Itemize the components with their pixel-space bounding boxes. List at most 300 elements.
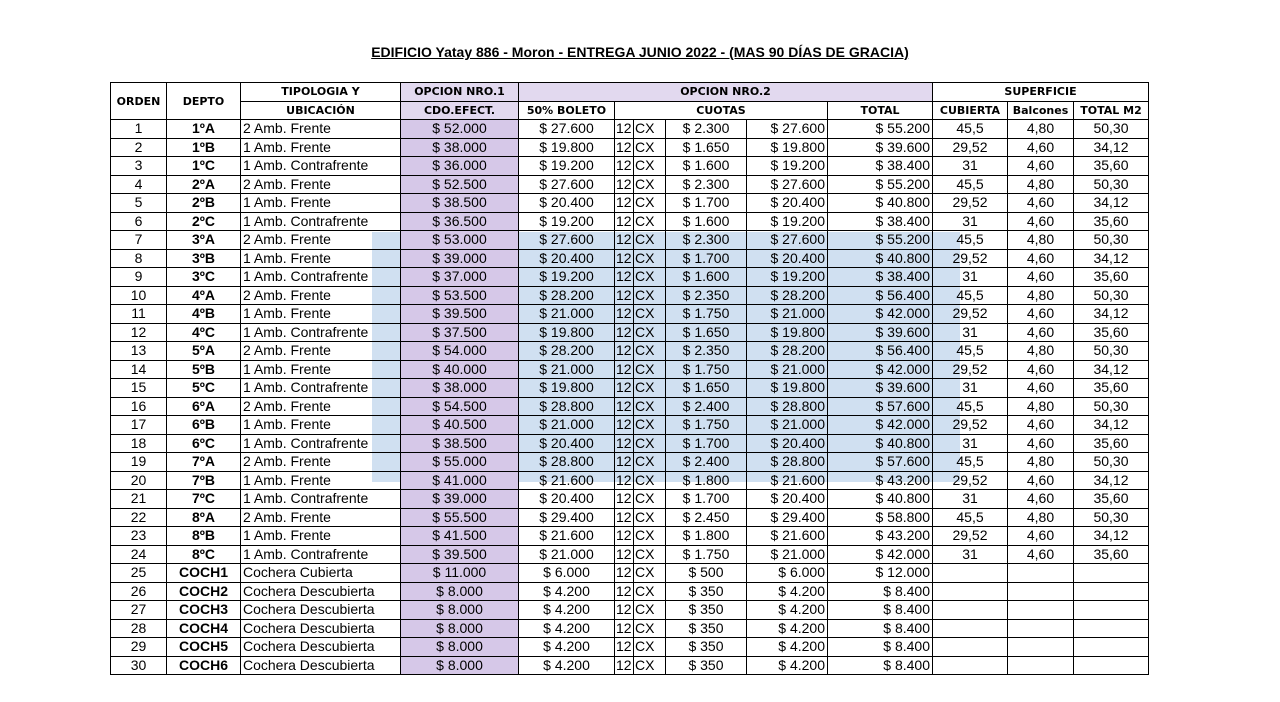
header-tipologia: TIPOLOGIA Y [241,83,401,102]
cell-cdo-efect: $ 41.500 [401,527,519,546]
cell-boleto: $ 29.400 [519,508,615,527]
cell-cuotas-total: $ 20.400 [747,249,828,268]
cell-total: $ 39.600 [828,379,933,398]
cell-total: $ 43.200 [828,471,933,490]
cell-cubierta: 31 [933,545,1008,564]
cell-cuota-value: $ 1.750 [666,305,747,324]
cell-tipologia: 1 Amb. Contrafrente [241,379,401,398]
cell-depto: COCH1 [167,564,241,583]
cell-total-m2: 34,12 [1074,471,1149,490]
cell-boleto: $ 4.200 [519,619,615,638]
cell-balcones: 4,80 [1008,231,1074,250]
header-total: TOTAL [828,101,933,120]
cell-boleto: $ 21.000 [519,360,615,379]
cell-cubierta: 29,52 [933,138,1008,157]
cell-total-m2 [1074,656,1149,675]
cell-cuotas-total: $ 27.600 [747,175,828,194]
cell-total: $ 56.400 [828,342,933,361]
cell-depto: 5ºA [167,342,241,361]
cell-cdo-efect: $ 41.000 [401,471,519,490]
cell-cdo-efect: $ 40.500 [401,416,519,435]
cell-cuotas-total: $ 4.200 [747,601,828,620]
cell-orden: 24 [111,545,167,564]
cell-cuotas-count: 12 [616,342,632,359]
table-row [111,138,1149,157]
cell-total: $ 40.800 [828,434,933,453]
cell-cubierta: 45,5 [933,175,1008,194]
cell-cuota-value: $ 1.600 [666,268,747,287]
cell-cuota-value: $ 1.750 [666,416,747,435]
cell-cuota-value: $ 350 [666,601,747,620]
table-row [111,268,1149,287]
cell-balcones: 4,60 [1008,434,1074,453]
cell-total-m2: 50,30 [1074,286,1149,305]
cell-cuotas-total: $ 19.200 [747,268,828,287]
cell-tipologia: 1 Amb. Frente [241,305,401,324]
cell-cubierta: 45,5 [933,453,1008,472]
cell-balcones: 4,60 [1008,360,1074,379]
cell-tipologia: 2 Amb. Frente [241,342,401,361]
cell-balcones: 4,80 [1008,342,1074,361]
cell-cuotas-unit: CX [634,545,666,564]
cell-cuotas-count: 12 [616,508,632,525]
cell-tipologia: Cochera Descubierta [241,601,401,620]
cell-cdo-efect: $ 8.000 [401,656,519,675]
cell-total-m2: 50,30 [1074,508,1149,527]
cell-total: $ 8.400 [828,638,933,657]
cell-cuota-value: $ 1.650 [666,379,747,398]
cell-cuotas-unit: CX [634,175,666,194]
cell-total: $ 57.600 [828,397,933,416]
cell-cuotas-total: $ 4.200 [747,656,828,675]
cell-boleto: $ 19.800 [519,379,615,398]
cell-cdo-efect: $ 36.000 [401,157,519,176]
cell-boleto: $ 19.200 [519,268,615,287]
cell-orden: 19 [111,453,167,472]
cell-cuotas-count: 12 [616,231,632,248]
cell-total-m2: 34,12 [1074,416,1149,435]
cell-depto: COCH6 [167,656,241,675]
cell-cuota-value: $ 1.750 [666,360,747,379]
header-row-2 [111,101,1149,120]
cell-balcones: 4,80 [1008,175,1074,194]
cell-orden: 6 [111,212,167,231]
cell-cdo-efect: $ 52.500 [401,175,519,194]
cell-depto: 8ºB [167,527,241,546]
cell-depto: 2ºA [167,175,241,194]
cell-cdo-efect: $ 52.000 [401,120,519,139]
cell-boleto: $ 6.000 [519,564,615,583]
cell-tipologia: 2 Amb. Frente [241,120,401,139]
cell-balcones [1008,638,1074,657]
cell-cdo-efect: $ 53.000 [401,231,519,250]
cell-cuotas-count: 12 [616,490,632,507]
cell-cuotas-count: 12 [616,601,632,618]
cell-cubierta [933,638,1008,657]
cell-boleto: $ 27.600 [519,120,615,139]
cell-total-m2: 35,60 [1074,212,1149,231]
cell-cuota-value: $ 2.350 [666,286,747,305]
cell-cubierta: 29,52 [933,249,1008,268]
cell-cubierta: 29,52 [933,471,1008,490]
cell-orden: 22 [111,508,167,527]
cell-cubierta: 31 [933,268,1008,287]
cell-total: $ 42.000 [828,360,933,379]
cell-cuotas-count: 12 [616,249,632,266]
cell-cdo-efect: $ 55.000 [401,453,519,472]
cell-cuotas-total: $ 19.800 [747,379,828,398]
cell-total-m2: 35,60 [1074,545,1149,564]
cell-cdo-efect: $ 37.000 [401,268,519,287]
cell-cuotas-total: $ 21.000 [747,416,828,435]
cell-total: $ 43.200 [828,527,933,546]
cell-cuotas-count: 12 [616,656,632,673]
cell-cuotas-count: 12 [616,416,632,433]
cell-orden: 16 [111,397,167,416]
cell-cubierta: 31 [933,434,1008,453]
cell-cdo-efect: $ 39.500 [401,545,519,564]
cell-total: $ 8.400 [828,601,933,620]
cell-cuota-value: $ 2.400 [666,397,747,416]
cell-tipologia: 1 Amb. Frente [241,471,401,490]
cell-cubierta: 45,5 [933,508,1008,527]
cell-boleto: $ 4.200 [519,582,615,601]
cell-tipologia: 1 Amb. Contrafrente [241,490,401,509]
cell-cuotas-unit: CX [634,490,666,509]
cell-cuotas-total: $ 19.200 [747,212,828,231]
header-boleto: 50% BOLETO [519,101,615,120]
cell-orden: 5 [111,194,167,213]
cell-cuotas-unit: CX [634,416,666,435]
cell-cuotas-count: 12 [616,305,632,322]
cell-total-m2: 35,60 [1074,323,1149,342]
cell-depto: COCH3 [167,601,241,620]
cell-cdo-efect: $ 39.000 [401,249,519,268]
cell-cdo-efect: $ 39.000 [401,490,519,509]
cell-balcones: 4,60 [1008,379,1074,398]
cell-cuota-value: $ 1.600 [666,157,747,176]
cell-cuotas-unit: CX [634,138,666,157]
cell-total: $ 38.400 [828,212,933,231]
cell-tipologia: Cochera Descubierta [241,582,401,601]
cell-cuotas-total: $ 4.200 [747,619,828,638]
cell-cuotas-count: 12 [616,434,632,451]
cell-cuotas-count: 12 [616,268,632,285]
cell-cuotas-unit: CX [634,527,666,546]
cell-boleto: $ 21.000 [519,416,615,435]
cell-balcones [1008,601,1074,620]
cell-cuotas-count: 12 [616,397,632,414]
cell-cuotas-unit: CX [634,453,666,472]
cell-cuotas-count: 12 [616,194,632,211]
cell-tipologia: 1 Amb. Contrafrente [241,434,401,453]
cell-cuotas-total: $ 27.600 [747,231,828,250]
cell-cuotas-total: $ 21.000 [747,360,828,379]
cell-cuotas-total: $ 4.200 [747,582,828,601]
cell-orden: 2 [111,138,167,157]
cell-balcones: 4,60 [1008,268,1074,287]
cell-cuotas-total: $ 19.800 [747,323,828,342]
cell-cuotas-total: $ 21.000 [747,305,828,324]
cell-cubierta: 29,52 [933,194,1008,213]
cell-cuotas-unit: CX [634,342,666,361]
cell-total: $ 40.800 [828,249,933,268]
cell-cuotas-unit: CX [634,305,666,324]
cell-orden: 18 [111,434,167,453]
cell-cuota-value: $ 1.800 [666,527,747,546]
cell-cuotas-total: $ 28.200 [747,286,828,305]
header-cdo-efect: CDO.EFECT. [401,101,519,120]
cell-orden: 26 [111,582,167,601]
cell-cuotas-unit: CX [634,360,666,379]
cell-tipologia: 1 Amb. Contrafrente [241,323,401,342]
cell-cuotas-count: 12 [616,286,632,303]
cell-balcones [1008,619,1074,638]
table-row [111,434,1149,453]
cell-cdo-efect: $ 40.000 [401,360,519,379]
cell-total-m2: 34,12 [1074,305,1149,324]
cell-cuota-value: $ 2.450 [666,508,747,527]
table-row [111,582,1149,601]
cell-balcones: 4,60 [1008,416,1074,435]
cell-cuotas-unit: CX [634,619,666,638]
table-row [111,342,1149,361]
cell-cubierta: 31 [933,212,1008,231]
cell-boleto: $ 19.800 [519,138,615,157]
cell-tipologia: 1 Amb. Frente [241,194,401,213]
cell-cuota-value: $ 2.300 [666,175,747,194]
cell-cuotas-count: 12 [616,564,632,581]
cell-balcones: 4,60 [1008,138,1074,157]
cell-balcones: 4,80 [1008,453,1074,472]
cell-boleto: $ 4.200 [519,638,615,657]
cell-total: $ 42.000 [828,416,933,435]
table-row [111,508,1149,527]
cell-total-m2: 50,30 [1074,120,1149,139]
cell-orden: 17 [111,416,167,435]
cell-cubierta [933,601,1008,620]
table-row [111,120,1149,139]
cell-cuotas-total: $ 21.000 [747,545,828,564]
cell-cuotas-count: 12 [616,323,632,340]
cell-cuotas-unit: CX [634,323,666,342]
cell-cuota-value: $ 350 [666,638,747,657]
cell-orden: 1 [111,120,167,139]
cell-cubierta [933,656,1008,675]
cell-total: $ 40.800 [828,194,933,213]
cell-cuotas-unit: CX [634,194,666,213]
cell-cuota-value: $ 1.700 [666,490,747,509]
cell-cuotas-unit: CX [634,212,666,231]
cell-cdo-efect: $ 8.000 [401,601,519,620]
cell-tipologia: 2 Amb. Frente [241,286,401,305]
cell-orden: 4 [111,175,167,194]
cell-balcones: 4,60 [1008,545,1074,564]
table-row [111,323,1149,342]
cell-total: $ 42.000 [828,545,933,564]
cell-boleto: $ 20.400 [519,434,615,453]
cell-total-m2: 50,30 [1074,231,1149,250]
cell-cdo-efect: $ 39.500 [401,305,519,324]
header-row-1 [111,83,1149,102]
cell-cuota-value: $ 1.800 [666,471,747,490]
cell-orden: 8 [111,249,167,268]
cell-depto: 2ºC [167,212,241,231]
cell-tipologia: 1 Amb. Contrafrente [241,545,401,564]
cell-boleto: $ 28.200 [519,286,615,305]
cell-cuota-value: $ 1.750 [666,545,747,564]
cell-depto: 3ºA [167,231,241,250]
table-row [111,305,1149,324]
cell-depto: 4ºA [167,286,241,305]
cell-balcones: 4,80 [1008,397,1074,416]
cell-depto: 1ºB [167,138,241,157]
cell-total-m2: 35,60 [1074,490,1149,509]
cell-cdo-efect: $ 36.500 [401,212,519,231]
cell-cuotas-total: $ 27.600 [747,120,828,139]
cell-cubierta: 29,52 [933,416,1008,435]
cell-total: $ 55.200 [828,175,933,194]
cell-depto: COCH4 [167,619,241,638]
cell-boleto: $ 28.800 [519,397,615,416]
cell-total: $ 12.000 [828,564,933,583]
table-row [111,379,1149,398]
cell-cuotas-total: $ 6.000 [747,564,828,583]
cell-cdo-efect: $ 8.000 [401,638,519,657]
cell-boleto: $ 19.200 [519,212,615,231]
cell-orden: 21 [111,490,167,509]
cell-orden: 7 [111,231,167,250]
cell-cubierta: 45,5 [933,397,1008,416]
cell-cuotas-total: $ 21.600 [747,527,828,546]
cell-cuotas-unit: CX [634,397,666,416]
cell-cubierta: 45,5 [933,342,1008,361]
cell-total: $ 42.000 [828,305,933,324]
table-row [111,212,1149,231]
cell-tipologia: Cochera Descubierta [241,619,401,638]
table-row [111,360,1149,379]
cell-cubierta: 45,5 [933,120,1008,139]
cell-tipologia: 2 Amb. Frente [241,453,401,472]
cell-balcones: 4,60 [1008,527,1074,546]
cell-depto: 7ºB [167,471,241,490]
cell-balcones: 4,80 [1008,120,1074,139]
cell-cdo-efect: $ 54.500 [401,397,519,416]
cell-cdo-efect: $ 53.500 [401,286,519,305]
table-row [111,249,1149,268]
cell-tipologia: 1 Amb. Frente [241,360,401,379]
cell-depto: 8ºA [167,508,241,527]
header-cubierta: CUBIERTA [933,101,1008,120]
cell-depto: 1ºA [167,120,241,139]
document-title [0,44,1280,60]
cell-cuotas-count: 12 [616,379,632,396]
cell-cuotas-total: $ 21.600 [747,471,828,490]
cell-cuotas-count: 12 [616,527,632,544]
table-row [111,157,1149,176]
table-row [111,638,1149,657]
cell-cuotas-total: $ 20.400 [747,490,828,509]
cell-cuotas-unit: CX [634,286,666,305]
cell-cubierta: 29,52 [933,305,1008,324]
table-row [111,545,1149,564]
cell-boleto: $ 28.200 [519,342,615,361]
cell-cuotas-count: 12 [616,360,632,377]
cell-cuotas-total: $ 28.200 [747,342,828,361]
cell-orden: 9 [111,268,167,287]
cell-cdo-efect: $ 38.000 [401,138,519,157]
cell-balcones: 4,60 [1008,249,1074,268]
cell-tipologia: 1 Amb. Contrafrente [241,212,401,231]
cell-total-m2 [1074,601,1149,620]
cell-cuotas-count: 12 [616,453,632,470]
cell-depto: 6ºC [167,434,241,453]
cell-depto: 4ºB [167,305,241,324]
cell-cuota-value: $ 2.400 [666,453,747,472]
cell-cuotas-unit: CX [634,231,666,250]
cell-balcones: 4,80 [1008,508,1074,527]
cell-boleto: $ 21.600 [519,471,615,490]
cell-cubierta: 31 [933,379,1008,398]
cell-total: $ 8.400 [828,656,933,675]
cell-balcones: 4,60 [1008,212,1074,231]
cell-cuotas-count: 12 [616,175,632,192]
cell-tipologia: 2 Amb. Frente [241,175,401,194]
cell-cuotas-count: 12 [616,120,632,137]
cell-total-m2: 34,12 [1074,249,1149,268]
cell-orden: 27 [111,601,167,620]
cell-balcones: 4,60 [1008,471,1074,490]
cell-cuota-value: $ 2.300 [666,231,747,250]
cell-cuotas-total: $ 28.800 [747,397,828,416]
cell-tipologia: 1 Amb. Frente [241,138,401,157]
table-row [111,175,1149,194]
table-row [111,453,1149,472]
cell-cuotas-count: 12 [616,638,632,655]
cell-cubierta: 31 [933,490,1008,509]
cell-cubierta: 45,5 [933,286,1008,305]
cell-boleto: $ 27.600 [519,231,615,250]
cell-boleto: $ 4.200 [519,656,615,675]
cell-total: $ 8.400 [828,582,933,601]
cell-total-m2: 50,30 [1074,342,1149,361]
cell-total-m2: 34,12 [1074,527,1149,546]
table-row [111,564,1149,583]
cell-cuota-value: $ 350 [666,656,747,675]
cell-total-m2 [1074,582,1149,601]
cell-tipologia: Cochera Descubierta [241,656,401,675]
cell-orden: 25 [111,564,167,583]
cell-balcones [1008,656,1074,675]
cell-cubierta: 45,5 [933,231,1008,250]
cell-balcones: 4,60 [1008,305,1074,324]
cell-cdo-efect: $ 8.000 [401,582,519,601]
header-cuotas: CUOTAS [615,101,828,120]
cell-total: $ 38.400 [828,268,933,287]
cell-total: $ 55.200 [828,120,933,139]
cell-total: $ 58.800 [828,508,933,527]
cell-cuotas-total: $ 4.200 [747,638,828,657]
cell-total: $ 39.600 [828,323,933,342]
cell-orden: 20 [111,471,167,490]
cell-total-m2: 34,12 [1074,360,1149,379]
cell-cuota-value: $ 350 [666,619,747,638]
cell-depto: 6ºB [167,416,241,435]
cell-tipologia: 1 Amb. Contrafrente [241,268,401,287]
cell-boleto: $ 21.600 [519,527,615,546]
cell-cuota-value: $ 2.300 [666,120,747,139]
cell-cuotas-count: 12 [616,157,632,174]
